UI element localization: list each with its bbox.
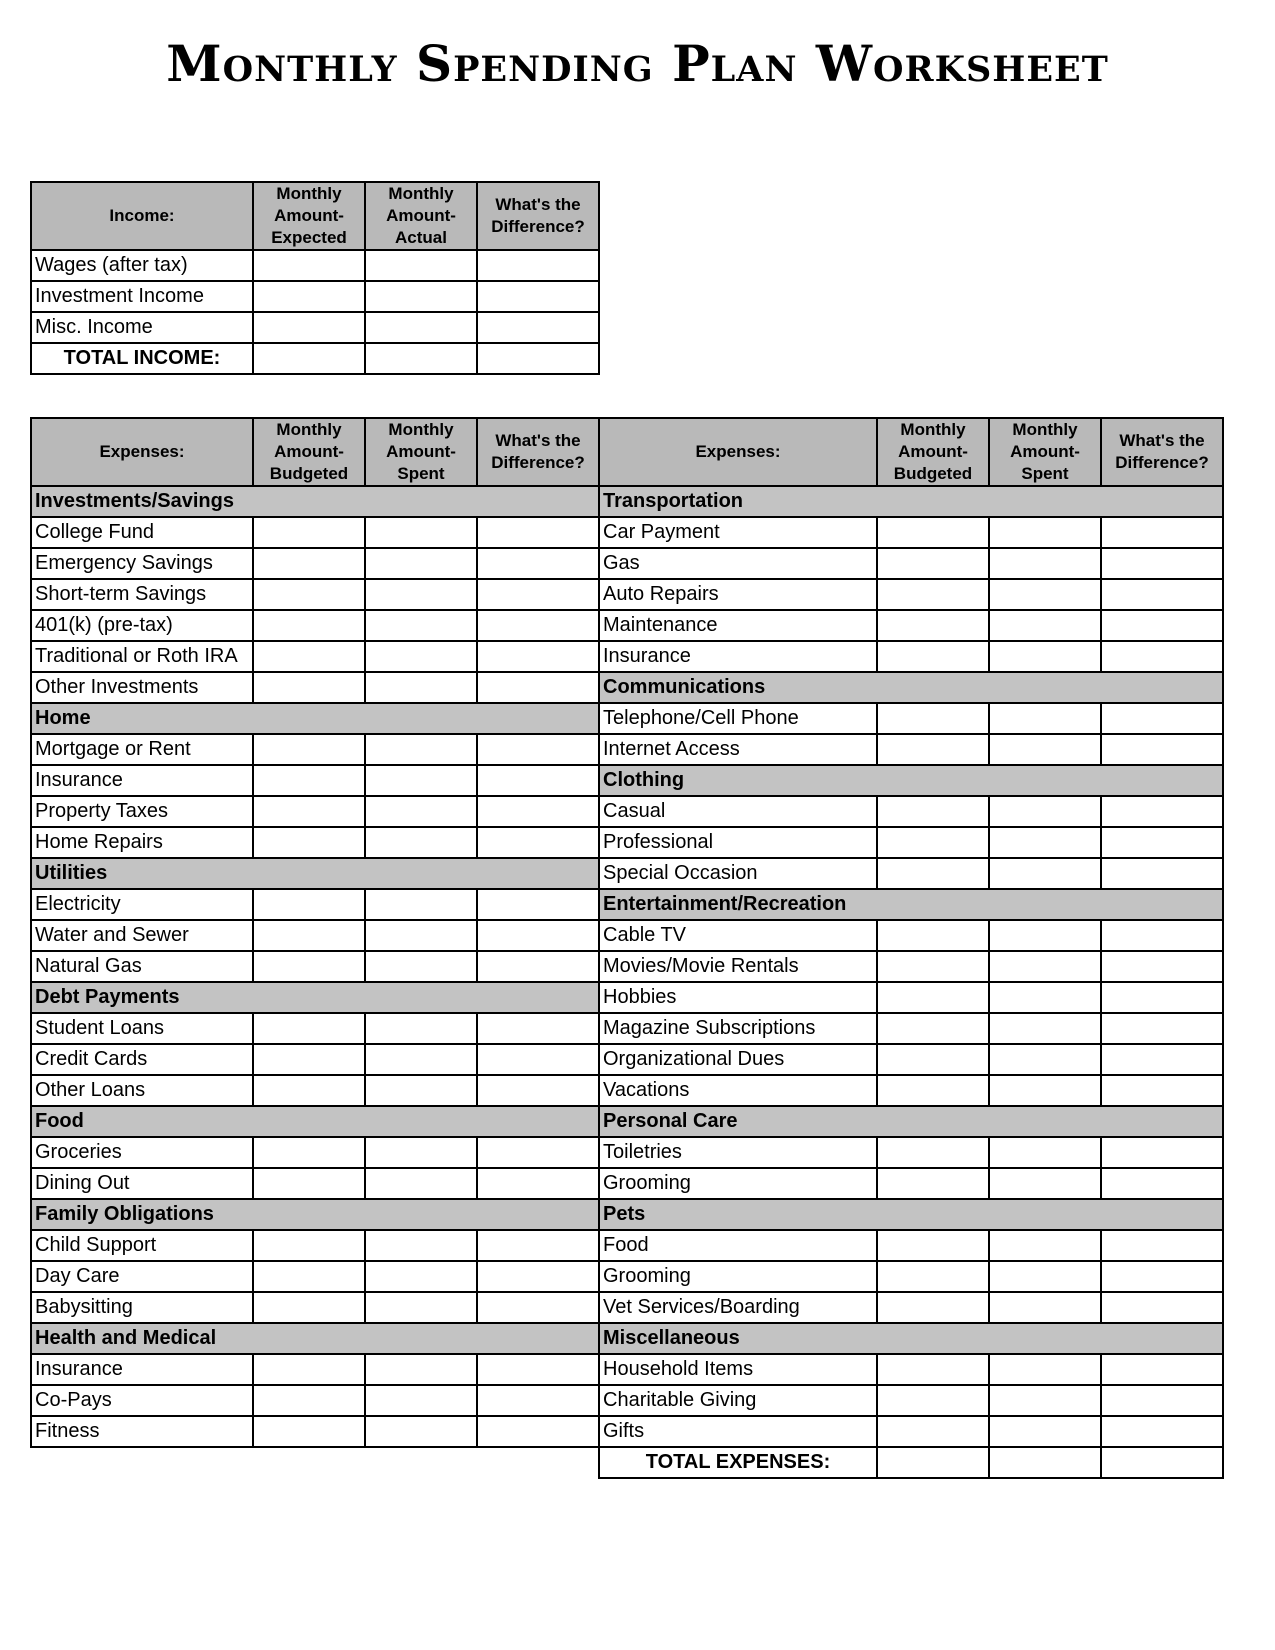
expense-row <box>31 1137 1223 1168</box>
expense-row <box>31 610 1223 641</box>
spent-cell[interactable] <box>365 1261 477 1292</box>
spent-cell[interactable] <box>989 548 1101 579</box>
category-header-left: Debt Payments <box>31 982 599 1013</box>
difference-cell[interactable] <box>477 1168 599 1199</box>
expense-item-label-right: Maintenance <box>599 610 877 641</box>
expense-item-label-left: 401(k) (pre-tax) <box>31 610 253 641</box>
budgeted-cell[interactable] <box>253 1230 365 1261</box>
expense-row <box>31 765 1223 796</box>
expense-item-label-left: College Fund <box>31 517 253 548</box>
expense-row <box>31 827 1223 858</box>
expense-item-label-left: Property Taxes <box>31 796 253 827</box>
expense-item-label-left: Natural Gas <box>31 951 253 982</box>
difference-cell[interactable] <box>1101 951 1223 982</box>
expense-row <box>31 920 1223 951</box>
expected-cell[interactable] <box>253 250 365 281</box>
spent-cell[interactable] <box>989 951 1101 982</box>
spent-cell[interactable] <box>365 610 477 641</box>
spent-cell[interactable] <box>365 672 477 703</box>
expense-row <box>31 1416 1223 1447</box>
expense-item-label-right: Auto Repairs <box>599 579 877 610</box>
spent-cell[interactable] <box>989 1292 1101 1323</box>
difference-cell[interactable] <box>477 548 599 579</box>
expense-row <box>31 641 1223 672</box>
category-header-right: Pets <box>599 1199 1223 1230</box>
expense-item-label-left: Mortgage or Rent <box>31 734 253 765</box>
total-difference-cell[interactable] <box>477 343 599 374</box>
difference-cell[interactable] <box>477 610 599 641</box>
spent-cell[interactable] <box>365 1013 477 1044</box>
budgeted-cell[interactable] <box>877 858 989 889</box>
expense-item-label-right: Car Payment <box>599 517 877 548</box>
expense-item-label-right: Telephone/Cell Phone <box>599 703 877 734</box>
difference-cell[interactable] <box>1101 1137 1223 1168</box>
expense-item-label-right: Food <box>599 1230 877 1261</box>
difference-cell[interactable] <box>1101 796 1223 827</box>
difference-cell[interactable] <box>1101 1230 1223 1261</box>
category-header-right: Transportation <box>599 486 1223 517</box>
category-header-right: Communications <box>599 672 1223 703</box>
expense-row <box>31 1230 1223 1261</box>
expense-item-label-right: Casual <box>599 796 877 827</box>
income-row-label: Investment Income <box>31 281 253 312</box>
spent-cell[interactable] <box>365 951 477 982</box>
difference-cell[interactable] <box>477 920 599 951</box>
expense-item-label-left: Dining Out <box>31 1168 253 1199</box>
expense-item-label-right: Internet Access <box>599 734 877 765</box>
total-income-label: TOTAL INCOME: <box>31 343 253 374</box>
spent-cell[interactable] <box>365 827 477 858</box>
difference-cell[interactable] <box>477 517 599 548</box>
expense-item-label-left: Other Loans <box>31 1075 253 1106</box>
budgeted-cell[interactable] <box>877 1137 989 1168</box>
budgeted-cell[interactable] <box>253 889 365 920</box>
spent-cell[interactable] <box>989 1230 1101 1261</box>
expense-item-label-right: Vacations <box>599 1075 877 1106</box>
difference-cell[interactable] <box>477 827 599 858</box>
budgeted-cell[interactable] <box>253 1416 365 1447</box>
spent-cell[interactable] <box>989 610 1101 641</box>
actual-cell[interactable] <box>365 281 477 312</box>
difference-cell[interactable] <box>1101 858 1223 889</box>
budgeted-cell[interactable] <box>877 920 989 951</box>
expense-item-label-left: Electricity <box>31 889 253 920</box>
expense-item-label-left: Groceries <box>31 1137 253 1168</box>
spent-cell[interactable] <box>989 796 1101 827</box>
spent-cell[interactable] <box>989 734 1101 765</box>
budgeted-cell[interactable] <box>253 672 365 703</box>
category-header-left: Home <box>31 703 599 734</box>
expense-item-label-right: Grooming <box>599 1168 877 1199</box>
budgeted-cell[interactable] <box>253 1013 365 1044</box>
expense-row <box>31 1385 1223 1416</box>
difference-cell[interactable] <box>1101 703 1223 734</box>
expense-item-label-right: Hobbies <box>599 982 877 1013</box>
difference-cell[interactable] <box>1101 1013 1223 1044</box>
expected-cell[interactable] <box>253 281 365 312</box>
expense-row <box>31 951 1223 982</box>
budgeted-cell[interactable] <box>877 1292 989 1323</box>
spent-cell[interactable] <box>989 982 1101 1013</box>
expense-item-label-left: Water and Sewer <box>31 920 253 951</box>
expense-row <box>31 548 1223 579</box>
difference-cell[interactable] <box>477 1075 599 1106</box>
expenses-table <box>30 417 1224 1479</box>
spent-cell[interactable] <box>365 1137 477 1168</box>
expenses-header-spent-left: Monthly Amount-Spent <box>365 418 477 486</box>
expense-item-label-left: Student Loans <box>31 1013 253 1044</box>
budgeted-cell[interactable] <box>877 982 989 1013</box>
spent-cell[interactable] <box>989 1354 1101 1385</box>
budgeted-cell[interactable] <box>253 1168 365 1199</box>
difference-cell[interactable] <box>1101 610 1223 641</box>
expense-item-label-left: Home Repairs <box>31 827 253 858</box>
budgeted-cell[interactable] <box>877 1385 989 1416</box>
spent-cell[interactable] <box>365 1168 477 1199</box>
budgeted-cell[interactable] <box>253 827 365 858</box>
difference-cell[interactable] <box>1101 517 1223 548</box>
expense-item-label-left: Credit Cards <box>31 1044 253 1075</box>
difference-cell[interactable] <box>1101 548 1223 579</box>
spent-cell[interactable] <box>365 796 477 827</box>
difference-cell[interactable] <box>1101 920 1223 951</box>
expense-row <box>31 486 1223 517</box>
spent-cell[interactable] <box>365 1416 477 1447</box>
spent-cell[interactable] <box>365 1292 477 1323</box>
budgeted-cell[interactable] <box>877 1075 989 1106</box>
expense-item-label-right: Gifts <box>599 1416 877 1447</box>
actual-cell[interactable] <box>365 312 477 343</box>
difference-cell[interactable] <box>1101 1075 1223 1106</box>
budgeted-cell[interactable] <box>877 1230 989 1261</box>
difference-cell[interactable] <box>1101 1416 1223 1447</box>
budgeted-cell[interactable] <box>253 579 365 610</box>
budgeted-cell[interactable] <box>877 796 989 827</box>
spent-cell[interactable] <box>365 517 477 548</box>
difference-cell[interactable] <box>477 1354 599 1385</box>
spent-cell[interactable] <box>365 920 477 951</box>
difference-cell[interactable] <box>1101 982 1223 1013</box>
expense-item-label-left: Child Support <box>31 1230 253 1261</box>
spent-cell[interactable] <box>365 548 477 579</box>
expense-item-label-left: Fitness <box>31 1416 253 1447</box>
difference-cell[interactable] <box>477 796 599 827</box>
budgeted-cell[interactable] <box>253 1044 365 1075</box>
spent-cell[interactable] <box>989 1385 1101 1416</box>
spent-cell[interactable] <box>365 1044 477 1075</box>
budgeted-cell[interactable] <box>877 1354 989 1385</box>
difference-cell[interactable] <box>477 1292 599 1323</box>
spent-cell[interactable] <box>365 1075 477 1106</box>
expense-item-label-right: Vet Services/Boarding <box>599 1292 877 1323</box>
difference-cell[interactable] <box>477 889 599 920</box>
spent-cell[interactable] <box>989 703 1101 734</box>
expense-item-label-right: Professional <box>599 827 877 858</box>
difference-cell[interactable] <box>1101 734 1223 765</box>
spent-cell[interactable] <box>989 1075 1101 1106</box>
income-header-actual: Monthly Amount-Actual <box>365 182 477 250</box>
expense-item-label-left: Insurance <box>31 765 253 796</box>
expense-item-label-right: Toiletries <box>599 1137 877 1168</box>
spent-cell[interactable] <box>365 1230 477 1261</box>
total-expected-cell[interactable] <box>253 343 365 374</box>
expense-item-label-left: Babysitting <box>31 1292 253 1323</box>
spent-cell[interactable] <box>989 827 1101 858</box>
budgeted-cell[interactable] <box>877 517 989 548</box>
expense-row <box>31 1044 1223 1075</box>
expense-row <box>31 1168 1223 1199</box>
income-table <box>30 181 600 375</box>
spent-cell[interactable] <box>989 641 1101 672</box>
expense-item-label-left: Traditional or Roth IRA <box>31 641 253 672</box>
spent-cell[interactable] <box>989 579 1101 610</box>
spent-cell[interactable] <box>989 1416 1101 1447</box>
budgeted-cell[interactable] <box>253 1075 365 1106</box>
difference-cell[interactable] <box>1101 1354 1223 1385</box>
income-row-label: Misc. Income <box>31 312 253 343</box>
expense-item-label-right: Organizational Dues <box>599 1044 877 1075</box>
difference-cell[interactable] <box>477 672 599 703</box>
expenses-header-difference-left: What's the Difference? <box>477 418 599 486</box>
expense-row <box>31 796 1223 827</box>
expense-item-label-right: Charitable Giving <box>599 1385 877 1416</box>
expense-item-label-left: Day Care <box>31 1261 253 1292</box>
category-header-right: Miscellaneous <box>599 1323 1223 1354</box>
difference-cell[interactable] <box>477 734 599 765</box>
difference-cell[interactable] <box>1101 641 1223 672</box>
category-header-left: Family Obligations <box>31 1199 599 1230</box>
expense-item-label-right: Cable TV <box>599 920 877 951</box>
category-header-left: Health and Medical <box>31 1323 599 1354</box>
difference-cell[interactable] <box>1101 827 1223 858</box>
difference-cell[interactable] <box>477 1416 599 1447</box>
difference-cell[interactable] <box>477 765 599 796</box>
expense-item-label-right: Special Occasion <box>599 858 877 889</box>
budgeted-cell[interactable] <box>253 1385 365 1416</box>
difference-cell[interactable] <box>477 641 599 672</box>
spent-cell[interactable] <box>989 517 1101 548</box>
difference-cell[interactable] <box>477 951 599 982</box>
expense-item-label-left: Other Investments <box>31 672 253 703</box>
difference-cell[interactable] <box>477 281 599 312</box>
total-budgeted-cell[interactable] <box>877 1447 989 1478</box>
expense-row <box>31 1013 1223 1044</box>
category-header-left: Utilities <box>31 858 599 889</box>
difference-cell[interactable] <box>477 1261 599 1292</box>
category-header-left: Food <box>31 1106 599 1137</box>
budgeted-cell[interactable] <box>253 734 365 765</box>
budgeted-cell[interactable] <box>877 641 989 672</box>
expense-row <box>31 1323 1223 1354</box>
expense-item-label-left: Emergency Savings <box>31 548 253 579</box>
difference-cell[interactable] <box>477 1137 599 1168</box>
category-header-right: Clothing <box>599 765 1223 796</box>
budgeted-cell[interactable] <box>877 1044 989 1075</box>
budgeted-cell[interactable] <box>253 920 365 951</box>
difference-cell[interactable] <box>477 250 599 281</box>
income-header-row <box>31 182 599 250</box>
expenses-header-budgeted-right: Monthly Amount-Budgeted <box>877 418 989 486</box>
difference-cell[interactable] <box>477 312 599 343</box>
spent-cell[interactable] <box>989 1261 1101 1292</box>
actual-cell[interactable] <box>365 250 477 281</box>
difference-cell[interactable] <box>1101 1385 1223 1416</box>
spent-cell[interactable] <box>989 1013 1101 1044</box>
income-header-expected: Monthly Amount-Expected <box>253 182 365 250</box>
category-header-left: Investments/Savings <box>31 486 599 517</box>
income-row <box>31 281 599 312</box>
budgeted-cell[interactable] <box>253 951 365 982</box>
spent-cell[interactable] <box>989 1044 1101 1075</box>
income-header-label: Income: <box>31 182 253 250</box>
spent-cell[interactable] <box>365 765 477 796</box>
expenses-total-row <box>31 1447 1223 1478</box>
budgeted-cell[interactable] <box>877 703 989 734</box>
expenses-header-row <box>31 418 1223 486</box>
spent-cell[interactable] <box>365 889 477 920</box>
total-difference-cell[interactable] <box>1101 1447 1223 1478</box>
expense-item-label-right: Gas <box>599 548 877 579</box>
spent-cell[interactable] <box>365 1385 477 1416</box>
income-row <box>31 312 599 343</box>
expense-row <box>31 1075 1223 1106</box>
spent-cell[interactable] <box>989 920 1101 951</box>
expense-row <box>31 1354 1223 1385</box>
budgeted-cell[interactable] <box>253 517 365 548</box>
expense-item-label-left: Short-term Savings <box>31 579 253 610</box>
difference-cell[interactable] <box>1101 579 1223 610</box>
income-header-difference: What's the Difference? <box>477 182 599 250</box>
expense-row <box>31 1261 1223 1292</box>
expenses-header-spent-right: Monthly Amount-Spent <box>989 418 1101 486</box>
difference-cell[interactable] <box>1101 1261 1223 1292</box>
expense-row <box>31 672 1223 703</box>
expense-row <box>31 734 1223 765</box>
spent-cell[interactable] <box>989 1137 1101 1168</box>
budgeted-cell[interactable] <box>877 1416 989 1447</box>
expense-item-label-right: Insurance <box>599 641 877 672</box>
spent-cell[interactable] <box>989 858 1101 889</box>
budgeted-cell[interactable] <box>253 1137 365 1168</box>
difference-cell[interactable] <box>477 579 599 610</box>
expense-row <box>31 579 1223 610</box>
expense-row <box>31 517 1223 548</box>
expenses-header-difference-right: What's the Difference? <box>1101 418 1223 486</box>
expense-item-label-right: Household Items <box>599 1354 877 1385</box>
difference-cell[interactable] <box>477 1230 599 1261</box>
expenses-header-label-right: Expenses: <box>599 418 877 486</box>
spent-cell[interactable] <box>989 1168 1101 1199</box>
income-row <box>31 250 599 281</box>
budgeted-cell[interactable] <box>253 765 365 796</box>
page-title: Monthly Spending Plan Worksheet <box>166 34 1109 93</box>
budgeted-cell[interactable] <box>253 796 365 827</box>
budgeted-cell[interactable] <box>253 1292 365 1323</box>
spent-cell[interactable] <box>365 1354 477 1385</box>
budgeted-cell[interactable] <box>877 1013 989 1044</box>
expense-item-label-right: Movies/Movie Rentals <box>599 951 877 982</box>
expense-row <box>31 1292 1223 1323</box>
difference-cell[interactable] <box>1101 1292 1223 1323</box>
total-actual-cell[interactable] <box>365 343 477 374</box>
budgeted-cell[interactable] <box>877 951 989 982</box>
expense-row <box>31 1106 1223 1137</box>
budgeted-cell[interactable] <box>877 1168 989 1199</box>
expected-cell[interactable] <box>253 312 365 343</box>
expense-row <box>31 982 1223 1013</box>
difference-cell[interactable] <box>477 1385 599 1416</box>
spent-cell[interactable] <box>365 579 477 610</box>
income-total-row <box>31 343 599 374</box>
budgeted-cell[interactable] <box>877 1261 989 1292</box>
spent-cell[interactable] <box>365 641 477 672</box>
total-expenses-label: TOTAL EXPENSES: <box>599 1447 877 1478</box>
income-row-label: Wages (after tax) <box>31 250 253 281</box>
expense-row <box>31 703 1223 734</box>
budgeted-cell[interactable] <box>877 610 989 641</box>
expenses-header-budgeted-left: Monthly Amount-Budgeted <box>253 418 365 486</box>
expense-row <box>31 889 1223 920</box>
difference-cell[interactable] <box>477 1013 599 1044</box>
category-header-right: Personal Care <box>599 1106 1223 1137</box>
budgeted-cell[interactable] <box>253 610 365 641</box>
budgeted-cell[interactable] <box>877 827 989 858</box>
expense-row <box>31 1199 1223 1230</box>
expenses-header-label-left: Expenses: <box>31 418 253 486</box>
expense-item-label-right: Magazine Subscriptions <box>599 1013 877 1044</box>
difference-cell[interactable] <box>1101 1168 1223 1199</box>
expense-row <box>31 858 1223 889</box>
blank-area <box>31 1447 599 1478</box>
expense-item-label-right: Grooming <box>599 1261 877 1292</box>
difference-cell[interactable] <box>477 1044 599 1075</box>
budgeted-cell[interactable] <box>253 1354 365 1385</box>
total-spent-cell[interactable] <box>989 1447 1101 1478</box>
expense-item-label-left: Co-Pays <box>31 1385 253 1416</box>
budgeted-cell[interactable] <box>877 548 989 579</box>
budgeted-cell[interactable] <box>253 548 365 579</box>
expense-item-label-left: Insurance <box>31 1354 253 1385</box>
budgeted-cell[interactable] <box>877 579 989 610</box>
budgeted-cell[interactable] <box>253 641 365 672</box>
budgeted-cell[interactable] <box>877 734 989 765</box>
difference-cell[interactable] <box>1101 1044 1223 1075</box>
category-header-right: Entertainment/Recreation <box>599 889 1223 920</box>
budgeted-cell[interactable] <box>253 1261 365 1292</box>
spent-cell[interactable] <box>365 734 477 765</box>
